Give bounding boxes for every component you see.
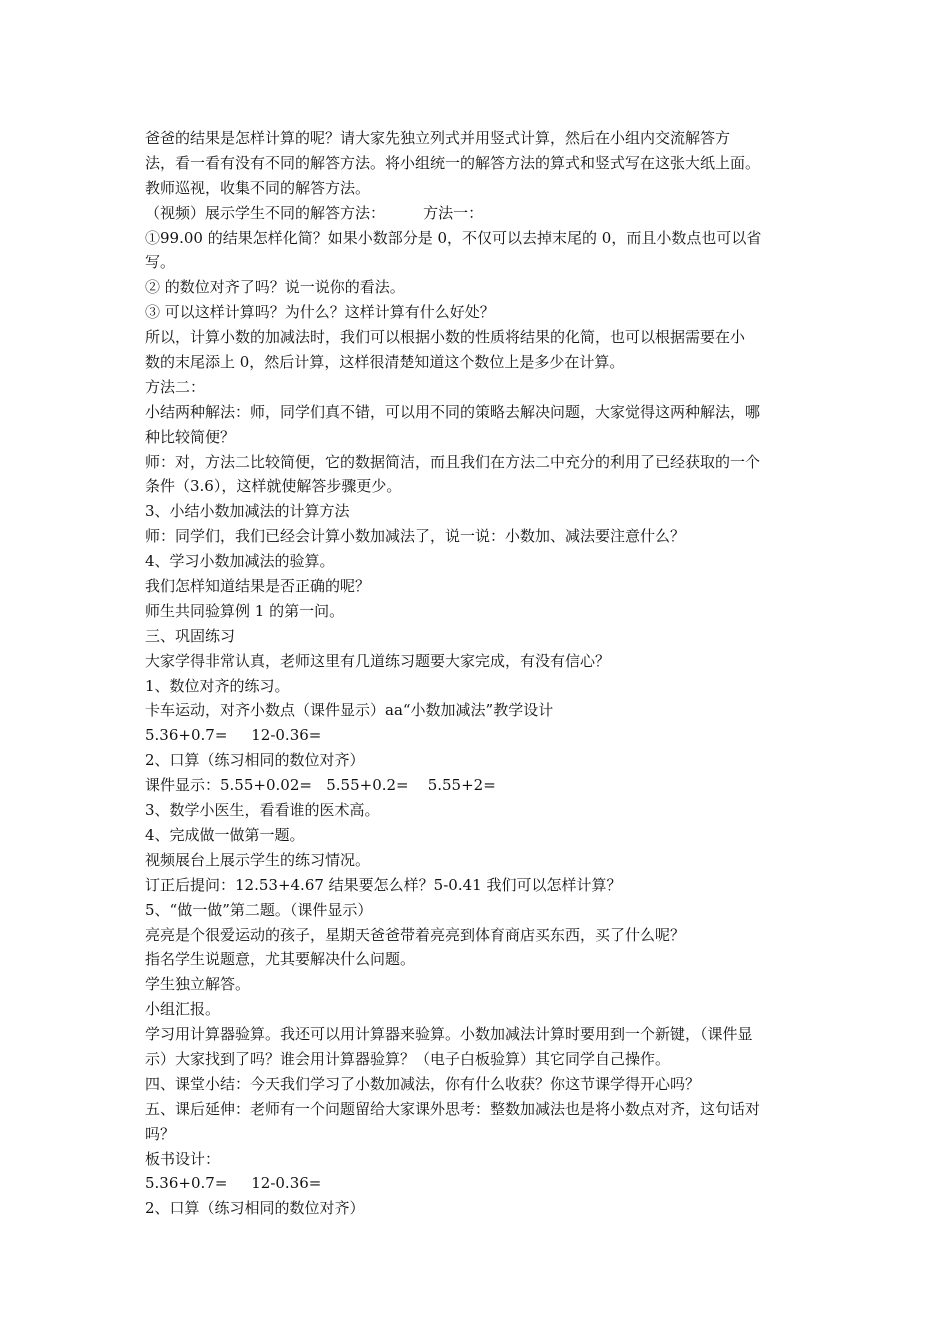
text-line: 方法二： [145,377,206,396]
text-line: 小组汇报。 [145,1000,221,1019]
text-line: 五、课后延伸：老师有一个问题留给大家课外思考：整数加减法也是将小数点对齐，这句话对 [145,1099,761,1118]
text-line: 3、小结小数加减法的计算方法 [145,502,350,521]
text-line: 种比较简便？ [145,427,236,446]
text-line: ③ 可以这样计算吗？为什么？这样计算有什么好处？ [145,303,495,322]
text-line: 3、数学小医生，看看谁的医术高。 [145,801,380,820]
text-line: 视频展台上展示学生的练习情况。 [145,850,371,869]
text-line: 我们怎样知道结果是否正确的呢？ [145,577,371,596]
text-line: 小结两种解法：师，同学们真不错，可以用不同的策略去解决问题，大家觉得这两种解法，哪 [145,402,761,421]
text-line: 所以，计算小数的加减法时，我们可以根据小数的性质将结果的化简，也可以根据需要在小 [145,328,746,347]
text-line: 教师巡视，收集不同的解答方法。 [145,178,371,197]
text-line: ①99.00 的结果怎样化简？如果小数部分是 0，不仅可以去掉末尾的 0，而且小数点也可以省 [145,228,762,247]
text-line: 板书设计： [145,1149,221,1168]
text-line: 师：同学们，我们已经会计算小数加减法了，说一说：小数加、减法要注意什么？ [145,527,686,546]
text-line: 学生独立解答。 [145,975,251,994]
text-line: 课件显示：5.55+0.02= 5.55+0.2= 5.55+2= [145,776,496,795]
text-line: 学习用计算器验算。我还可以用计算器来验算。小数加减法计算时要用到一个新键，（课件显 [145,1025,753,1044]
text-line: 5.36+0.7= 12-0.36= [145,1174,322,1193]
text-line: 四、课堂小结：今天我们学习了小数加减法，你有什么收获？你这节课学得开心吗？ [145,1074,701,1093]
text-line: 2、口算（练习相同的数位对齐） [145,751,365,770]
text-line: 示）大家找到了吗？谁会用计算器验算？（电子白板验算）其它同学自己操作。 [145,1049,671,1068]
text-line: 师生共同验算例 1 的第一问。 [145,601,345,620]
text-line: 条件（3.6），这样就使解答步骤更少。 [145,477,402,496]
text-line: 大家学得非常认真，老师这里有几道练习题要大家完成，有没有信心？ [145,651,611,670]
text-line: 指名学生说题意，尤其要解决什么问题。 [145,950,416,969]
text-line: 1、数位对齐的练习。 [145,676,290,695]
text-line: 法，看一看有没有不同的解答方法。将小组统一的解答方法的算式和竖式写在这张大纸上面。 [145,153,761,172]
text-line: 数的末尾添上 0，然后计算，这样很清楚知道这个数位上是多少在计算。 [145,353,625,372]
text-line: （视频）展示学生不同的解答方法： 方法一： [145,203,484,222]
text-line: 写。 [145,253,176,272]
text-line: 亮亮是个很爱运动的孩子，星期天爸爸带着亮亮到体育商店买东西，买了什么呢？ [145,925,686,944]
text-line: ② 的数位对齐了吗？说一说你的看法。 [145,278,405,297]
text-line: 吗？ [145,1124,176,1143]
text-line: 师：对，方法二比较简便，它的数据简洁，而且我们在方法二中充分的利用了已经获取的一个 [145,452,761,471]
text-line: 订正后提问：12.53+4.67 结果要怎么样？5-0.41 我们可以怎样计算？ [145,875,622,894]
text-line: 卡车运动，对齐小数点（课件显示）aa“小数加减法”教学设计 [145,701,554,720]
document-body [145,126,815,1221]
text-line: 爸爸的结果是怎样计算的呢？请大家先独立列式并用竖式计算，然后在小组内交流解答方 [145,129,731,147]
text-line: 4、学习小数加减法的验算。 [145,552,335,571]
text-line: 5、“做一做”第二题。（课件显示） [145,900,373,919]
text-line: 5.36+0.7= 12-0.36= [145,726,322,745]
text-line: 2、口算（练习相同的数位对齐） [145,1199,365,1218]
text-line: 4、完成做一做第一题。 [145,825,305,844]
text-line: 三、巩固练习 [145,626,236,645]
